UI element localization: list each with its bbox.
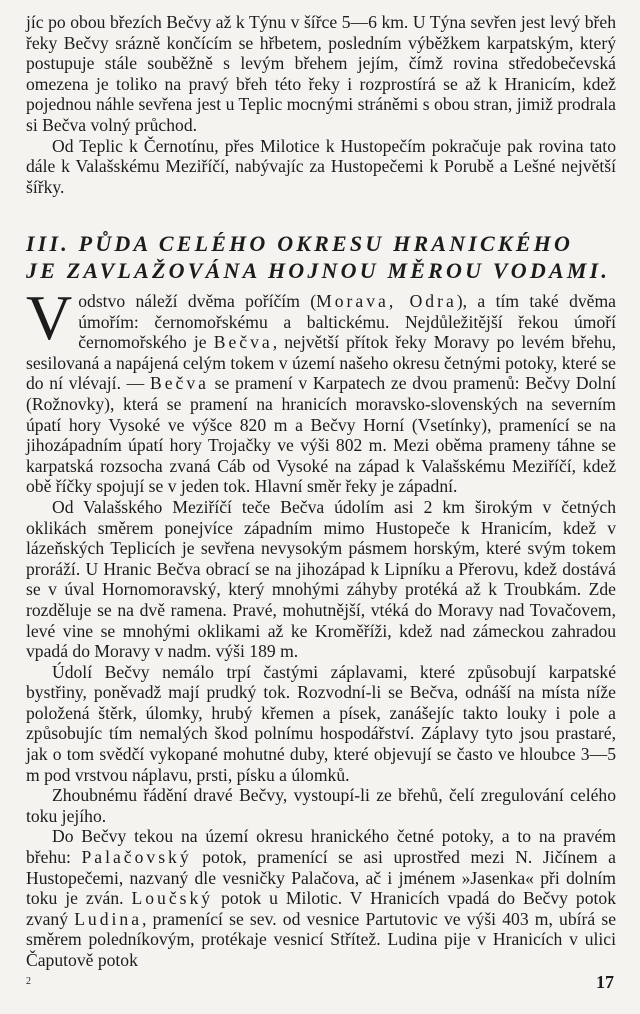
text-run: se pramení v Karpatech ze dvou pramenů: Bečvy Dolní (Rožnovky), která se pramení na hranicích moravsko-slovenských na severním úpatí hory Vysoké ve výšce 820 m a Bečvy Horní (Vsetínky), pramenící se na jihozápadním úpatí hory Trojačky ve výši 802 m. Mezi oběma prameny táhne se karpatská rozsocha zvaná Cáb od Vysoké na západ k Valašskému Meziříčí, kdež obě říčky spojují se v jeden tok. Hlavní směr řeky je západní. bbox=[26, 373, 617, 497]
drop-cap: V bbox=[26, 282, 73, 353]
text-run: , pramenící se sev. od vesnice Partutovic ve výši 403 m, ubírá se směrem poledníkovým, protékaje vesnicí Střítež. Ludina pije v Hranicích v ulici Čaputově potok bbox=[26, 908, 616, 970]
spaced-text: Ludina bbox=[74, 908, 143, 929]
page-number: 17 bbox=[596, 972, 614, 992]
text-run: Do Bečvy tekou na území okresu hranického četné potoky, a to na pravém břehu: bbox=[26, 826, 616, 868]
heading-line-2: JE ZAVLAŽOVÁNA HOJNOU MĚROU VODAMI. bbox=[26, 258, 611, 283]
spaced-text: Morava, Odra bbox=[316, 291, 457, 311]
spaced-text: Bečva bbox=[213, 332, 273, 353]
section-heading bbox=[26, 230, 616, 284]
signature-mark: 2 bbox=[26, 976, 31, 987]
paragraph: jíc po obou březích Bečvy až k Týnu v šířce 5—6 km. U Týna sevřen jest levý břeh řeky Bečvy srázně končícím se hřbetem, posledním výběžkem karpatským, který postupuje stále souběžně s levým břehem jejím, čímž rovina středobečevská omezena je toliko na pravý břeh této řeky i rozprostírá se až k Hranicím, kdež pojednou náhle sevřena jest u Teplic mocnými stráněmi s obou stran, jimiž prodrala si Bečva volný průchod. bbox=[26, 12, 616, 135]
paragraph: Od Teplic k Černotínu, přes Milotice k Hustopečím pokračuje pak rovina tato dále k Valašskému Meziříčí, nabývajíc za Hustopečemi k Porubě a Lešné největší šířky. bbox=[26, 135, 616, 197]
text-run: potok, pramenící se asi uprostřed mezi N. Jičínem a Hustopečemi, nazvaný dle vesničky Palačova, ač i jménem »Jasenka« při dolním toku je zván. bbox=[26, 847, 616, 909]
paragraph: Údolí Bečvy nemálo trpí častými záplavami, které způsobují karpatské bystřiny, poněvadž mají prudký tok. Rozvodní-li se Bečva, odnáší na místa níže položená štěrk, úlomky, hrubý křemen a písek, zanášejíc takto louky i pole a způsobujíc tím nemalých škod polnímu hospodářství. Záplavy tyto jsou prastaré, jak o tom svědčí vykopané mohutné duby, které objevují se často ve hloubce 3—5 m pod vrstvou náplavu, prsti, písku a úlomků. bbox=[26, 661, 616, 785]
body-text bbox=[26, 282, 617, 971]
paragraph bbox=[26, 282, 617, 497]
page-footer bbox=[0, 972, 640, 1002]
paragraph: Zhoubnému řádění dravé Bečvy, vystoupí-li ze břehů, čelí zregulování celého toku jejího. bbox=[26, 785, 616, 826]
heading-line-1: III. PŮDA CELÉHO OKRESU HRANICKÉHO bbox=[26, 231, 574, 256]
spaced-text: Loučský bbox=[131, 888, 214, 909]
intro-text bbox=[26, 12, 616, 197]
text-run: potok u Milotic. V Hranicích vpadá do Bečvy potok zvaný bbox=[26, 888, 617, 929]
text-run: ), a tím také dvěma úmořím: černomořskému a baltickému. Nejdůležitější řekou úmoří černomořského je bbox=[78, 291, 616, 353]
text-run: odstvo náleží dvěma poříčím ( bbox=[78, 291, 317, 311]
paragraph: Od Valašského Meziříčí teče Bečva údolím asi 2 km širokým v četných oklikách směrem ponejvíce západním mimo Hustopeče k Hranicím, kdež v lázeňských Teplicích je sevřena nevysokým pásmem horským, které svým tokem proráží. U Hranic Bečva obrací se na jihozápad k Lipníku a Přerovu, kdež dostává se v úval Hornomoravský, který mnohými záhyby protéká až k Troubkám. Zde rozděluje se na dvě ramena. Pravé, mohutnější, vtéká do Moravy nad Tovačovem, levé vine se mnohými oklikami až ke Kroměříži, kdež nad zámeckou zahradou vpadá do Moravy v nadm. výši 189 m. bbox=[26, 496, 616, 662]
paragraph bbox=[26, 826, 616, 970]
spaced-text: Bečva bbox=[150, 373, 209, 394]
text-run: , největší přítok řeky Moravy po levém břehu, sesilovaná a napájená celým tokem v území našeho okresu četnými potoky, které se do ní vlévají. — bbox=[26, 332, 616, 394]
spaced-text: Palačovský bbox=[81, 847, 192, 868]
